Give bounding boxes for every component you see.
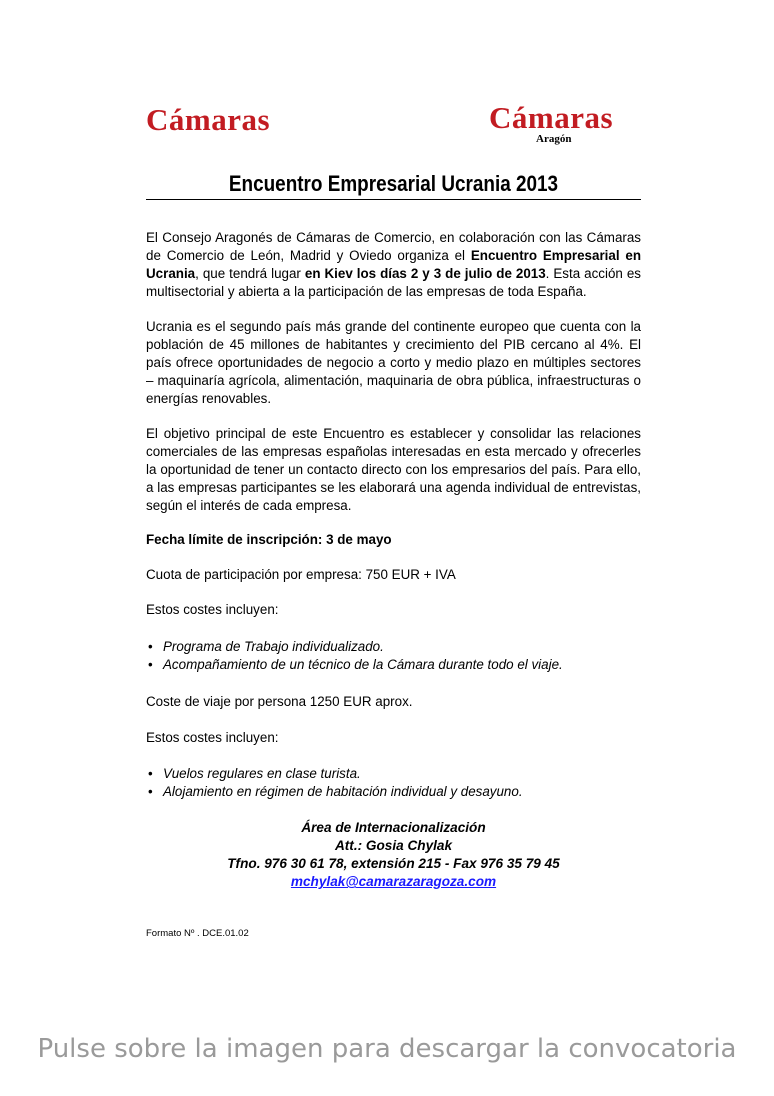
- bullet-icon: •: [148, 657, 153, 672]
- page-title: Encuentro Empresarial Ucrania 2013: [228, 171, 559, 196]
- camaras-logo-left: [146, 104, 270, 135]
- country-paragraph: Ucrania es el segundo país más grande del continente europeo que cuenta con la población de 45 millones de habitantes y crecimiento del PIB cercano al 4%. El país ofrece oportunidades de negocio a corto y medio plazo en múltiples sectores – maquinaría agrícola, alimentación, maquinaria de obra pública, infraestructuras o energías renovables.: [146, 319, 641, 406]
- list-item-text: Programa de Trabajo individualizado.: [163, 639, 384, 654]
- contact-phone: Tfno. 976 30 61 78, extensión 215 - Fax 976 35 79 45: [227, 856, 560, 871]
- intro-text: El Consejo Aragonés de Cámaras de Comercio, en colaboración con las Cámaras de Comercio de León, Madrid y Oviedo organiza el: [146, 230, 641, 263]
- camaras-logo-text: Cámaras: [146, 102, 271, 137]
- camaras-logo-subtitle: Aragón: [536, 133, 572, 145]
- camaras-logo-text: Cámaras: [489, 100, 614, 135]
- intro-text: . Esta acción es multisectorial y abierta a la participación de las empresas de toda España.: [146, 266, 641, 299]
- contact-person: Att.: Gosia Chylak: [334, 838, 453, 853]
- contact-block: [146, 819, 641, 891]
- objective-paragraph: El objetivo principal de este Encuentro es establecer y consolidar las relaciones comerciales de las empresas españolas interesadas en esta mercado y ofrecerles la oportunidad de tener un contacto directo con los empresarios del país. Para ello, a las empresas participantes se les elaborará una agenda individual de entrevistas, según el interés de cada empresa.: [146, 426, 641, 513]
- format-code: Formato Nº . DCE.01.02: [146, 928, 249, 939]
- event-name: Encuentro Empresarial en Ucrania: [146, 248, 641, 281]
- list-item-text: Vuelos regulares en clase turista.: [163, 766, 361, 781]
- title-divider: [146, 199, 641, 200]
- list-item: [146, 638, 563, 656]
- list-item: [146, 656, 563, 674]
- bullet-icon: •: [148, 639, 153, 654]
- camaras-aragon-logo: [489, 102, 613, 133]
- included-services-list: [146, 638, 563, 674]
- list-item-text: Acompañamiento de un técnico de la Cámara durante todo el viaje.: [163, 657, 563, 672]
- event-date-place: en Kiev los días 2 y 3 de julio de 2013: [304, 266, 546, 281]
- registration-deadline: Fecha límite de inscripción: 3 de mayo: [146, 532, 392, 547]
- participation-fee: Cuota de participación por empresa: 750 EUR + IVA: [146, 567, 456, 582]
- intro-text: , que tendrá lugar: [195, 266, 305, 281]
- bullet-icon: •: [148, 784, 153, 799]
- costs-include-heading: Estos costes incluyen:: [146, 730, 279, 745]
- contact-email-link[interactable]: mchylak@camarazaragoza.com: [290, 874, 497, 889]
- list-item: [146, 783, 523, 801]
- travel-cost: Coste de viaje por persona 1250 EUR aprox.: [146, 694, 413, 709]
- download-banner[interactable]: Pulse sobre la imagen para descargar la convocatoria: [37, 1034, 737, 1064]
- bullet-icon: •: [148, 766, 153, 781]
- list-item: [146, 765, 523, 783]
- travel-included-list: [146, 765, 523, 801]
- costs-include-heading: Estos costes incluyen:: [146, 602, 279, 617]
- intro-paragraph: [146, 229, 641, 301]
- contact-department: Área de Internacionalización: [301, 820, 486, 835]
- list-item-text: Alojamiento en régimen de habitación individual y desayuno.: [163, 784, 523, 799]
